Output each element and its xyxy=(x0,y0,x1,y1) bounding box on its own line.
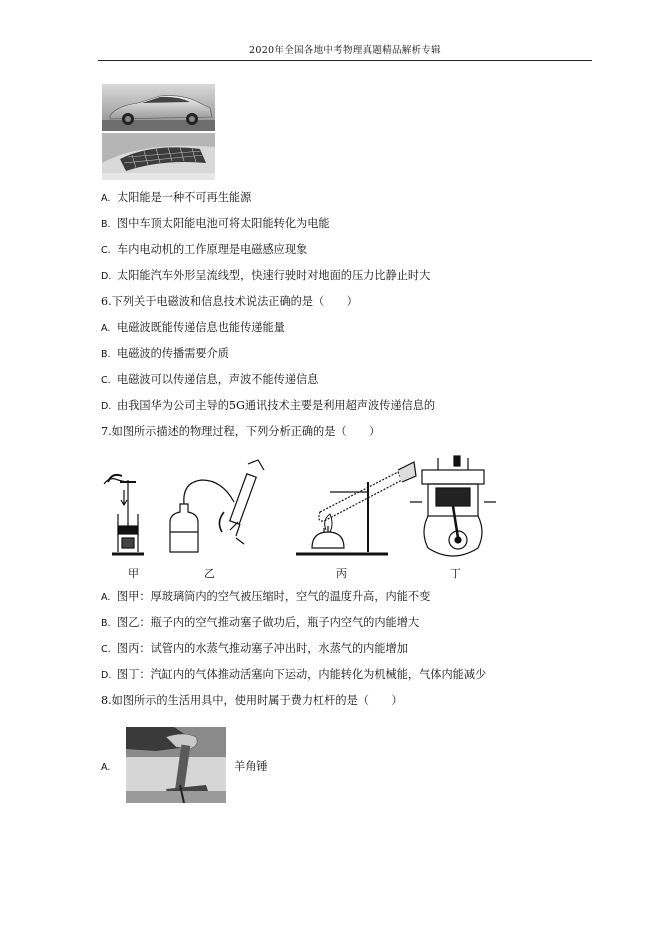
claw-hammer-photo xyxy=(126,727,226,803)
q7-figure xyxy=(98,452,498,587)
q5-option-c: C. 车内电动机的工作原理是电磁感应现象 xyxy=(101,243,308,256)
fig-yi-bottle-pump xyxy=(170,460,264,552)
q6-option-a: A. 电磁波既能传递信息也能传递能量 xyxy=(101,321,285,334)
q6-option-d: D. 由我国华为公司主导的5G通讯技术主要是利用超声波传递信息的 xyxy=(101,399,436,412)
q6-option-c: C. 电磁波可以传递信息，声波不能传递信息 xyxy=(101,373,319,386)
solar-car-photo xyxy=(102,84,215,131)
q6-stem: 6.下列关于电磁波和信息技术说法正确的是（ ） xyxy=(101,295,358,308)
q7-option-d: D. 图丁：汽缸内的气体推动活塞向下运动，内能转化为机械能，气体内能减少 xyxy=(101,668,487,681)
q7-option-b: B. 图乙：瓶子内的空气推动塞子做功后，瓶子内空气的内能增大 xyxy=(101,616,420,629)
q8-stem: 8.如图所示的生活用具中，使用时属于费力杠杆的是（ ） xyxy=(101,694,403,707)
page-header-title: 2020年全国各地中考物理真题精品解析专辑 xyxy=(249,45,441,56)
q7-option-c: C. 图丙：试管内的水蒸气推动塞子冲出时，水蒸气的内能增加 xyxy=(101,642,408,655)
fig-jia-compression-cylinder xyxy=(104,475,144,554)
fig-label-ding: 丁 xyxy=(450,567,461,580)
fig-ding-engine-cylinder xyxy=(410,456,496,556)
fig-label-yi: 乙 xyxy=(204,567,215,580)
q7-stem: 7.如图所示描述的物理过程，下列分析正确的是（ ） xyxy=(101,425,381,438)
q7-option-a: A. 图甲：厚玻璃筒内的空气被压缩时，空气的温度升高，内能不变 xyxy=(101,590,431,603)
q8-option-a-letter: A. xyxy=(101,762,111,773)
fig-label-jia: 甲 xyxy=(128,567,139,580)
fig-bing-test-tube-stand xyxy=(296,462,416,554)
q6-option-b: B. 电磁波的传播需要介质 xyxy=(101,347,229,360)
q5-option-a: A. 太阳能是一种不可再生能源 xyxy=(101,191,252,204)
q5-option-d: D. 太阳能汽车外形呈流线型，快速行驶时对地面的压力比静止时大 xyxy=(101,269,431,282)
header-divider xyxy=(98,60,592,61)
solar-roof-photo xyxy=(102,133,215,180)
q8-option-a-text: 羊角锤 xyxy=(234,760,268,773)
q5-option-b: B. 图中车顶太阳能电池可将太阳能转化为电能 xyxy=(101,217,330,230)
fig-label-bing: 丙 xyxy=(336,567,347,580)
